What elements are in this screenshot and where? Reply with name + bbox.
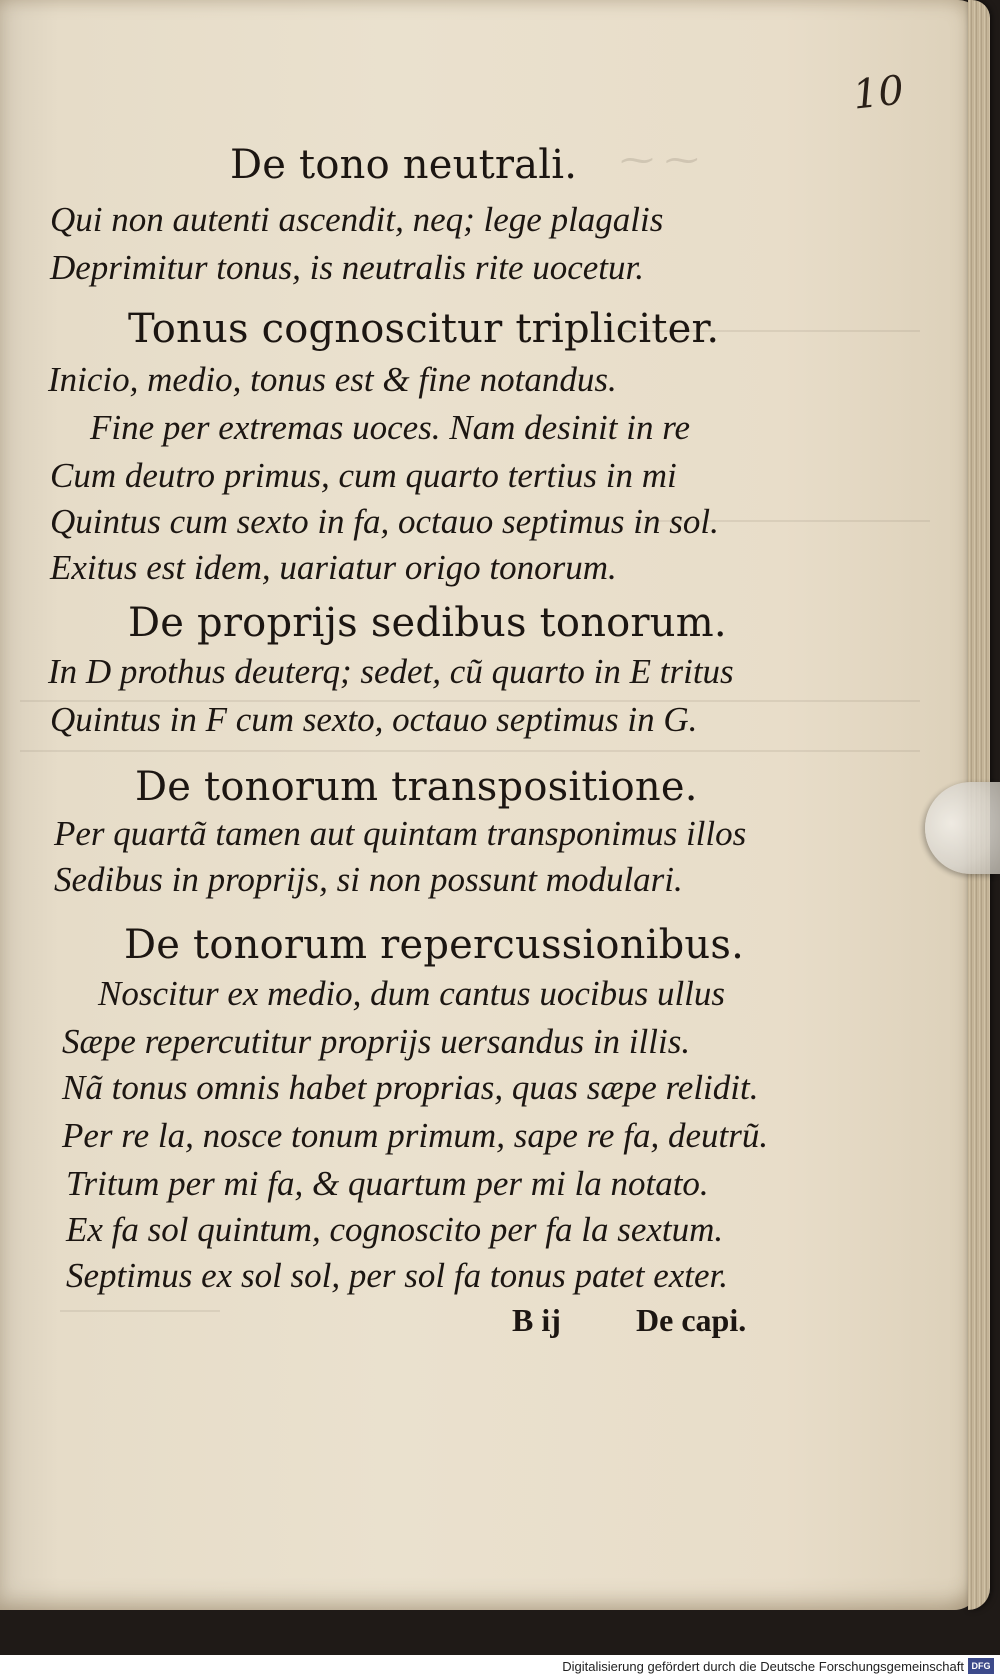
section-heading: De tonorum transpositione.	[135, 764, 698, 810]
verse-line: Deprimitur tonus, is neutralis rite uocetur.	[50, 248, 645, 287]
verse-line: Quintus cum sexto in fa, octauo septimus in sol.	[50, 502, 719, 541]
verse-line: Quintus in F cum sexto, octauo septimus in G.	[50, 700, 698, 739]
verse-line: Exitus est idem, uariatur origo tonorum.	[50, 548, 617, 587]
bleed-through-ghost	[60, 1310, 220, 1312]
verse-line: Fine per extremas uoces. Nam desinit in re	[90, 408, 691, 447]
section-heading: De tonorum repercussionibus.	[124, 922, 745, 968]
verse-line: Sedibus in proprijs, si non possunt modulari.	[54, 860, 683, 899]
bleed-through-ghost	[20, 750, 920, 752]
digitization-credit: Digitalisierung gefördert durch die Deutsche Forschungsgemeinschaft	[562, 1659, 964, 1674]
verse-line: Nã tonus omnis habet proprias, quas sæpe relidit.	[62, 1068, 759, 1107]
verse-line: Cum deutro primus, cum quarto tertius in mi	[50, 456, 677, 495]
section-heading: De proprijs sedibus tonorum.	[128, 600, 727, 646]
catchword: De capi.	[636, 1302, 747, 1338]
dfg-logo: DFG	[968, 1658, 994, 1674]
section-heading: Tonus cognoscitur tripliciter.	[128, 306, 720, 352]
verse-line: In D prothus deuterq; sedet, cũ quarto in E tritus	[48, 652, 734, 691]
verse-line: Inicio, medio, tonus est & fine notandus.	[48, 360, 617, 399]
bleed-through-ghost: ⁓ ⁓	[620, 140, 699, 180]
verse-line: Septimus ex sol sol, per sol fa tonus patet exter.	[66, 1256, 729, 1295]
section-heading: De tono neutrali.	[230, 142, 578, 188]
verse-line: Per re la, nosce tonum primum, sape re fa, deutrũ.	[62, 1116, 769, 1155]
verse-line: Qui non autenti ascendit, neq; lege plagalis	[50, 200, 664, 239]
verse-line: Ex fa sol quintum, cognoscito per fa la sextum.	[66, 1210, 724, 1249]
verse-line: Sæpe repercutitur proprijs uersandus in illis.	[62, 1022, 691, 1061]
folio-number: 10	[850, 67, 907, 119]
signature-mark: B ij	[512, 1302, 561, 1338]
verse-line: Noscitur ex medio, dum cantus uocibus ullus	[98, 974, 726, 1013]
verse-line: Per quartã tamen aut quintam transponimus illos	[54, 814, 747, 853]
verse-line: Tritum per mi fa, & quartum per mi la notato.	[66, 1164, 709, 1203]
